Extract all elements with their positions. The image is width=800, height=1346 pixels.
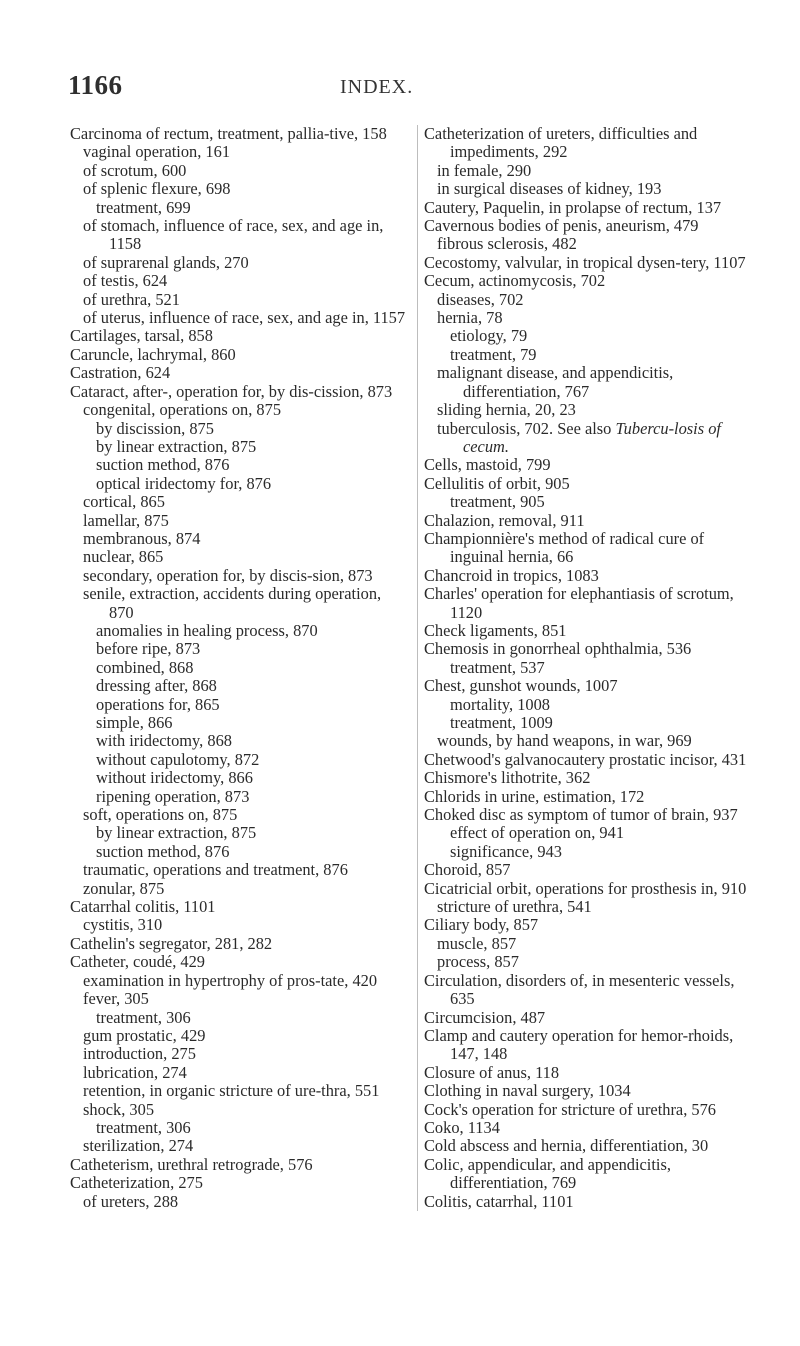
index-entry-text: mortality, 1008 (450, 694, 550, 714)
index-entry (437, 953, 759, 971)
index-entry (83, 143, 406, 161)
index-entry (83, 990, 406, 1008)
index-entry-text: Charles' operation for elephantiasis of scrotum, 1120 (424, 584, 734, 622)
index-entry-text: tuberculosis, 702. (437, 418, 554, 438)
index-entry-text: optical iridectomy for, 876 (96, 473, 272, 493)
index-entry (83, 1064, 406, 1082)
index-entry (424, 806, 759, 824)
index-entry (424, 880, 759, 898)
index-entry (96, 732, 406, 750)
index-entry-text: zonular, 875 (83, 878, 165, 898)
index-entry (96, 714, 406, 732)
index-entry (424, 861, 759, 879)
index-entry-text: combined, 868 (96, 657, 194, 677)
index-entry-text: Chlorids in urine, estimation, 172 (424, 786, 645, 806)
index-entry-text: lubrication, 274 (83, 1062, 187, 1082)
index-column-left (70, 125, 406, 1211)
index-entry (437, 180, 759, 198)
index-entry-text: fibrous sclerosis, 482 (437, 234, 577, 254)
index-entry (70, 327, 406, 345)
index-entry-text: Colic, appendicular, and appendicitis, differentiation, 769 (424, 1154, 671, 1193)
index-entry-text: without iridectomy, 866 (96, 768, 253, 788)
index-entry (437, 309, 759, 327)
index-entry (83, 512, 406, 530)
index-entry (96, 769, 406, 787)
index-entry (83, 861, 406, 879)
index-entry (83, 401, 406, 419)
index-entry (96, 677, 406, 695)
index-entry-text: Cock's operation for stricture of urethra, 576 (424, 1099, 716, 1119)
index-entry (70, 383, 406, 401)
index-entry-text: Caruncle, lachrymal, 860 (70, 344, 236, 364)
index-entry (96, 438, 406, 456)
index-entry-text: stricture of urethra, 541 (437, 897, 592, 917)
index-entry-text: Chetwood's galvanocautery prostatic incisor, 431 (424, 749, 747, 769)
index-entry-text: muscle, 857 (437, 933, 517, 953)
index-entry (424, 512, 759, 530)
index-entry-text: Chalazion, removal, 911 (424, 510, 585, 530)
index-entry-text: Cold abscess and hernia, differentiation, 30 (424, 1136, 709, 1156)
index-entry-text: Coko, 1134 (424, 1117, 500, 1137)
index-entry-text: senile, extraction, accidents during operation, 870 (83, 584, 382, 622)
index-entry-text: of uterus, influence of race, sex, and age in, 1157 (83, 308, 406, 328)
index-entry-text: Chismore's lithotrite, 362 (424, 768, 591, 788)
index-entry-text: Cecostomy, valvular, in tropical dysen-tery, 1107 (424, 252, 746, 272)
index-entry (96, 1119, 406, 1137)
index-entry-text: before ripe, 873 (96, 639, 201, 659)
index-entry-text: significance, 943 (450, 841, 562, 861)
index-entry-text: membranous, 874 (83, 528, 201, 548)
index-entry-text: treatment, 306 (96, 1007, 191, 1027)
index-entry-text: of urethra, 521 (83, 289, 180, 309)
index-entry (83, 493, 406, 511)
index-entry (424, 640, 759, 658)
index-entry-text: Cecum, actinomycosis, 702 (424, 271, 606, 291)
index-entry (83, 1193, 406, 1211)
index-entry-text: Check ligaments, 851 (424, 620, 567, 640)
index-entry-text: without capulotomy, 872 (96, 749, 260, 769)
index-entry-text: Chancroid in tropics, 1083 (424, 565, 599, 585)
index-entry (424, 272, 759, 290)
index-entry (424, 199, 759, 217)
index-entry (83, 1027, 406, 1045)
index-entry-text: process, 857 (437, 952, 519, 972)
index-entry-text: in surgical diseases of kidney, 193 (437, 179, 662, 199)
index-entry-text: Chest, gunshot wounds, 1007 (424, 676, 618, 696)
index-entry (70, 935, 406, 953)
index-entry (70, 898, 406, 916)
running-title: INDEX. (340, 76, 414, 98)
index-entry (424, 1137, 759, 1155)
index-entry (424, 1101, 759, 1119)
cross-reference: Tubercu-losis of cecum. (463, 418, 721, 456)
index-entry (70, 125, 406, 143)
index-entry (96, 456, 406, 474)
index-entry-text: traumatic, operations and treatment, 876 (83, 860, 348, 880)
index-entry (424, 751, 759, 769)
index-entry (424, 1027, 759, 1064)
index-entry-text: Cartilages, tarsal, 858 (70, 326, 213, 346)
index-entry (424, 677, 759, 695)
index-entry (70, 1174, 406, 1192)
index-entry (96, 475, 406, 493)
index-entry (424, 1082, 759, 1100)
index-entry (83, 217, 406, 254)
index-entry (96, 622, 406, 640)
index-entry-text: of testis, 624 (83, 271, 168, 291)
index-entry (424, 254, 759, 272)
index-entry (424, 788, 759, 806)
index-entry-text: cystitis, 310 (83, 915, 163, 935)
index-entry (83, 548, 406, 566)
index-entry-text: treatment, 905 (450, 492, 545, 512)
index-entry-text: Closure of anus, 118 (424, 1062, 560, 1082)
index-entry (437, 162, 759, 180)
index-entry-text: soft, operations on, 875 (83, 805, 238, 825)
index-entry (83, 254, 406, 272)
index-entry-text: introduction, 275 (83, 1044, 196, 1064)
index-entry (450, 327, 759, 345)
index-entry-text: Catarrhal colitis, 1101 (70, 897, 216, 917)
index-entry (450, 659, 759, 677)
index-entry-text: of ureters, 288 (83, 1191, 179, 1211)
index-entry (83, 585, 406, 622)
index-entry (83, 1101, 406, 1119)
index-entry (83, 880, 406, 898)
index-entry (424, 622, 759, 640)
index-entry (424, 125, 759, 162)
index-entry-text: ripening operation, 873 (96, 786, 250, 806)
index-entry-text: anomalies in healing process, 870 (96, 620, 318, 640)
index-entry (96, 1009, 406, 1027)
index-entry (83, 530, 406, 548)
index-entry (70, 1156, 406, 1174)
index-entry-text: Cavernous bodies of penis, aneurism, 479 (424, 216, 699, 236)
index-entry (83, 291, 406, 309)
index-entry-text: treatment, 306 (96, 1117, 191, 1137)
see-also-label: See also (553, 418, 616, 438)
index-entry-text: operations for, 865 (96, 694, 220, 714)
index-entry (450, 714, 759, 732)
index-entry (83, 1045, 406, 1063)
index-entry (424, 567, 759, 585)
index-entry-text: retention, in organic stricture of ure-thra, 551 (83, 1081, 380, 1101)
index-entry-text: Cells, mastoid, 799 (424, 455, 551, 475)
index-entry (424, 916, 759, 934)
index-entry-text: Cautery, Paquelin, in prolapse of rectum, 137 (424, 197, 722, 217)
index-entry (83, 1137, 406, 1155)
index-entry-text: of splenic flexure, 698 (83, 179, 231, 199)
index-entry (450, 346, 759, 364)
index-entry-text: nuclear, 865 (83, 547, 164, 567)
index-entry (70, 953, 406, 971)
index-entry-text: malignant disease, and appendicitis, differentiation, 767 (437, 363, 674, 401)
index-entry (437, 732, 759, 750)
index-entry-text: Catheterization of ureters, difficulties and impediments, 292 (424, 124, 698, 162)
index-entry (424, 1119, 759, 1137)
index-entry-text: lamellar, 875 (83, 510, 169, 530)
index-entry-text: gum prostatic, 429 (83, 1025, 206, 1045)
index-entry (96, 640, 406, 658)
page-number: 1166 (68, 70, 123, 100)
index-entry (424, 530, 759, 567)
index-entry-text: by discission, 875 (96, 418, 214, 438)
index-entry (83, 972, 406, 990)
index-entry-text: simple, 866 (96, 713, 173, 732)
index-entry-text: of suprarenal glands, 270 (83, 252, 249, 272)
index-entry (96, 420, 406, 438)
index-entry-text: suction method, 876 (96, 455, 230, 475)
index-entry (424, 1193, 759, 1211)
index-entry-text: treatment, 537 (450, 657, 545, 677)
index-entry (96, 843, 406, 861)
index-column-right (417, 125, 759, 1211)
index-entry (437, 364, 759, 401)
index-entry (83, 180, 406, 198)
index-entry-text: congenital, operations on, 875 (83, 400, 282, 420)
index-entry (424, 217, 759, 235)
index-entry-text: Castration, 624 (70, 363, 171, 383)
index-entry-text: hernia, 78 (437, 308, 503, 328)
index-entry-text: vaginal operation, 161 (83, 142, 231, 162)
index-entry (437, 898, 759, 916)
index-entry-text: cortical, 865 (83, 492, 165, 512)
index-entry (83, 1082, 406, 1100)
index-entry (424, 1064, 759, 1082)
index-entry-text: Chemosis in gonorrheal ophthalmia, 536 (424, 639, 692, 659)
index-entry (83, 309, 406, 327)
index-entry-text: fever, 305 (83, 989, 149, 1009)
index-entry (424, 972, 759, 1009)
index-entry (450, 493, 759, 511)
index-entry (424, 475, 759, 493)
index-entry-text: etiology, 79 (450, 326, 528, 346)
index-entry-text: of scrotum, 600 (83, 160, 187, 180)
index-entry (83, 916, 406, 934)
index-entry-text: Cathelin's segregator, 281, 282 (70, 933, 273, 953)
index-entry (83, 806, 406, 824)
index-entry (424, 456, 759, 474)
index-entry-text: treatment, 699 (96, 197, 191, 217)
index-entry-text: sterilization, 274 (83, 1136, 194, 1156)
index-entry (437, 401, 759, 419)
index-entry-text: of stomach, influence of race, sex, and age in, 1158 (83, 216, 384, 254)
index-entry-text: Choroid, 857 (424, 860, 511, 880)
index-entry-text: examination in hypertrophy of pros-tate, 420 (83, 970, 378, 990)
index-entry (437, 420, 759, 457)
index-entry-text: Catheterization, 275 (70, 1173, 203, 1193)
index-entry-text: treatment, 79 (450, 344, 537, 364)
index-entry-text: Ciliary body, 857 (424, 915, 539, 935)
index-entry-text: by linear extraction, 875 (96, 823, 257, 843)
index-entry (96, 199, 406, 217)
index-entry (83, 567, 406, 585)
index-entry-text: Cellulitis of orbit, 905 (424, 473, 570, 493)
index-entry-text: diseases, 702 (437, 289, 524, 309)
index-entry (424, 769, 759, 787)
index-entry-text: Choked disc as symptom of tumor of brain, 937 (424, 805, 738, 825)
index-entry-text: wounds, by hand weapons, in war, 969 (437, 731, 692, 751)
index-entry-text: Catheterism, urethral retrograde, 576 (70, 1154, 313, 1174)
index-entry-text: with iridectomy, 868 (96, 731, 232, 751)
index-entry-text: treatment, 1009 (450, 713, 553, 732)
index-entry-text: sliding hernia, 20, 23 (437, 400, 576, 420)
index-entry (424, 585, 759, 622)
index-entry (437, 235, 759, 253)
index-entry-text: Circumcision, 487 (424, 1007, 546, 1027)
index-entry (424, 1009, 759, 1027)
index-entry (450, 696, 759, 714)
index-entry-text: Clothing in naval surgery, 1034 (424, 1081, 631, 1101)
index-entry (96, 751, 406, 769)
index-entry-text: Championnière's method of radical cure of inguinal hernia, 66 (424, 528, 705, 567)
index-entry (96, 696, 406, 714)
index-entry (96, 659, 406, 677)
index-entry-text: Colitis, catarrhal, 1101 (424, 1191, 574, 1211)
index-entry (83, 272, 406, 290)
index-entry (450, 843, 759, 861)
index-entry (437, 935, 759, 953)
index-entry-text: by linear extraction, 875 (96, 436, 257, 456)
index-entry-text: effect of operation on, 941 (450, 823, 625, 843)
index-entry-text: Clamp and cautery operation for hemor-rhoids, 147, 148 (424, 1025, 734, 1064)
index-entry (70, 364, 406, 382)
index-entry (437, 291, 759, 309)
index-entry-text: dressing after, 868 (96, 676, 217, 696)
index-entry-text: shock, 305 (83, 1099, 155, 1119)
index-entry-text: in female, 290 (437, 160, 532, 180)
index-entry (70, 346, 406, 364)
index-entry-text: Cicatricial orbit, operations for prosthesis in, 910 (424, 878, 747, 898)
index-entry-text: secondary, operation for, by discis-sion, 873 (83, 565, 373, 585)
index-entry-text: Carcinoma of rectum, treatment, pallia-tive, 158 (70, 124, 387, 143)
index-entry-text: Circulation, disorders of, in mesenteric vessels, 635 (424, 970, 735, 1009)
index-entry-text: Cataract, after-, operation for, by dis-cission, 873 (70, 381, 393, 401)
index-entry (96, 788, 406, 806)
index-entry (450, 824, 759, 842)
index-entry-text: Catheter, coudé, 429 (70, 952, 205, 972)
index-entry (424, 1156, 759, 1193)
index-entry (83, 162, 406, 180)
index-entry (96, 824, 406, 842)
index-entry-text: suction method, 876 (96, 841, 230, 861)
